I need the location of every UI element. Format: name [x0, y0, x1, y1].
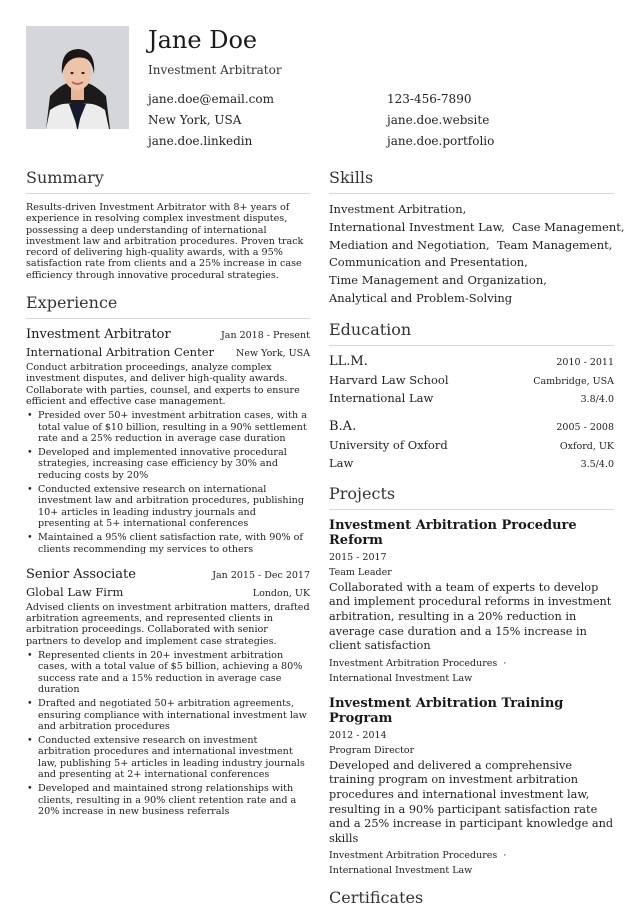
edu-location: Oxford, UK [559, 440, 614, 452]
job-achievements [26, 650, 310, 817]
candidate-name: Jane Doe [148, 26, 258, 54]
job-description: Conduct arbitration proceedings, analyze complex investment disputes, and deliver high-quality awards. Collaborate with parties, counsel, and experts to ensure efficient and effective case management. [26, 362, 300, 407]
projects-heading: Projects [329, 484, 614, 510]
project-tags [329, 656, 614, 686]
edu-field: Law [329, 455, 354, 470]
summary-text: Results-driven Investment Arbitrator with 8+ years of experience in resolving complex investment disputes, possessing a deep understanding of international investment law and arbitration procedures. Proven track record of delivering high-quality awards, with a 95% satisfaction rate from clients and a 25% increase in case efficiency through innovative procedural strategies. [26, 202, 304, 281]
edu-dates: 2010 - 2011 [556, 356, 614, 368]
contact-phone[interactable]: 123-456-7890 [387, 92, 472, 106]
job-entry [26, 567, 310, 817]
candidate-title: Investment Arbitrator [148, 63, 282, 77]
edu-degree: B.A. [329, 418, 357, 434]
edu-field: International Law [329, 390, 434, 405]
skills-line: Investment Arbitration, [329, 202, 467, 216]
achievement-item: • Developed and maintained strong relationships with clients, resulting in a 90% client retention rate and a 20% increase in new business referrals [26, 783, 310, 817]
education-entry [329, 354, 614, 405]
education-entry [329, 419, 614, 470]
project-entry [329, 518, 614, 686]
project-name: Investment Arbitration Procedure Reform [329, 517, 577, 548]
project-description: Collaborated with a team of experts to develop and implement procedural reforms in investment arbitration, resulting in a 20% reduction in average case duration and a 15% increase in client satisfaction [329, 580, 612, 653]
achievement-item: • Represented clients in 20+ investment arbitration cases, with a total value of $5 billion, achieving a 80% success rate and a 15% reduction in average case duration [26, 650, 310, 695]
job-dates: Jan 2018 - Present [220, 330, 310, 342]
profile-photo [26, 26, 129, 129]
job-role: Senior Associate [26, 566, 136, 582]
certificates-heading: Certificates [329, 888, 614, 905]
job-dates: Jan 2015 - Dec 2017 [212, 569, 310, 581]
project-tag: Investment Arbitration Procedures · [329, 657, 507, 669]
edu-school: University of Oxford [329, 437, 448, 452]
project-tag: International Investment Law [329, 672, 473, 684]
project-name: Investment Arbitration Training Program [329, 695, 564, 726]
left-column [26, 168, 310, 820]
project-dates: 2012 - 2014 [329, 729, 387, 741]
project-tag: Investment Arbitration Procedures · [329, 850, 507, 862]
edu-location: Cambridge, USA [533, 375, 614, 387]
job-company: International Arbitration Center [26, 345, 214, 360]
skills-line: Time Management and Organization, [329, 273, 547, 288]
job-role: Investment Arbitrator [26, 327, 171, 343]
project-role: Program Director [329, 744, 415, 756]
achievement-item: • Presided over 50+ investment arbitration cases, with a total value of $10 billion, resulting in a 90% settlement rate and a 25% reduction in average case duration [26, 410, 310, 444]
skills-heading: Skills [329, 168, 614, 194]
project-tags [329, 848, 614, 878]
skills-line: Communication and Presentation, [329, 255, 528, 270]
contact-linkedin[interactable]: jane.doe.linkedin [148, 134, 253, 148]
contact-email[interactable]: jane.doe@email.com [148, 92, 274, 106]
edu-degree: LL.M. [329, 353, 368, 369]
achievement-item: • Conducted extensive research on international investment law and arbitration procedures, publishing 10+ articles in leading industry journals and presenting at 5+ international conferences [26, 484, 310, 529]
skills-line: International Investment Law, Case Management, [329, 219, 625, 234]
job-company: Global Law Firm [26, 584, 124, 599]
summary-heading: Summary [26, 168, 310, 194]
edu-gpa: 3.5/4.0 [580, 458, 614, 470]
experience-heading: Experience [26, 293, 310, 319]
project-dates: 2015 - 2017 [329, 551, 387, 563]
edu-school: Harvard Law School [329, 372, 449, 387]
contact-portfolio[interactable]: jane.doe.portfolio [387, 134, 495, 148]
achievement-item: • Developed and implemented innovative procedural strategies, increasing case efficiency by 30% and reducing costs by 20% [26, 447, 310, 481]
edu-gpa: 3.8/4.0 [580, 393, 614, 405]
project-role: Team Leader [329, 566, 392, 578]
skills-line: Mediation and Negotiation, Team Management, [329, 237, 613, 252]
job-entry [26, 327, 310, 555]
edu-dates: 2005 - 2008 [556, 421, 614, 433]
project-description: Developed and delivered a comprehensive training program on investment arbitration procedures and international investment law, resulting in a 90% participant satisfaction rate and a 25% increase in participant knowledge and skills [329, 758, 614, 845]
project-tag: International Investment Law [329, 865, 473, 877]
achievement-item: • Maintained a 95% client satisfaction rate, with 90% of clients recommending my services to others [26, 532, 310, 555]
job-location: London, UK [252, 587, 310, 599]
right-column [329, 168, 625, 905]
job-achievements [26, 410, 310, 555]
skills-line: Analytical and Problem-Solving [329, 290, 513, 305]
achievement-item: • Conducted extensive research on investment arbitration procedures and international investment law, publishing 5+ articles in leading industry journals and presenting at 2+ international conferences [26, 735, 310, 780]
education-heading: Education [329, 320, 614, 346]
job-location: New York, USA [236, 348, 310, 360]
project-entry [329, 696, 614, 879]
achievement-item: • Drafted and negotiated 50+ arbitration agreements, ensuring compliance with international investment law and arbitration procedures [26, 698, 310, 732]
job-description: Advised clients on investment arbitration matters, drafted arbitration agreements, and represented clients in arbitration proceedings. Collaborated with senior partners to develop and implement case strategies. [26, 601, 310, 647]
skills-list [329, 201, 625, 308]
contact-location: New York, USA [148, 113, 242, 127]
contact-website[interactable]: jane.doe.website [387, 113, 490, 127]
